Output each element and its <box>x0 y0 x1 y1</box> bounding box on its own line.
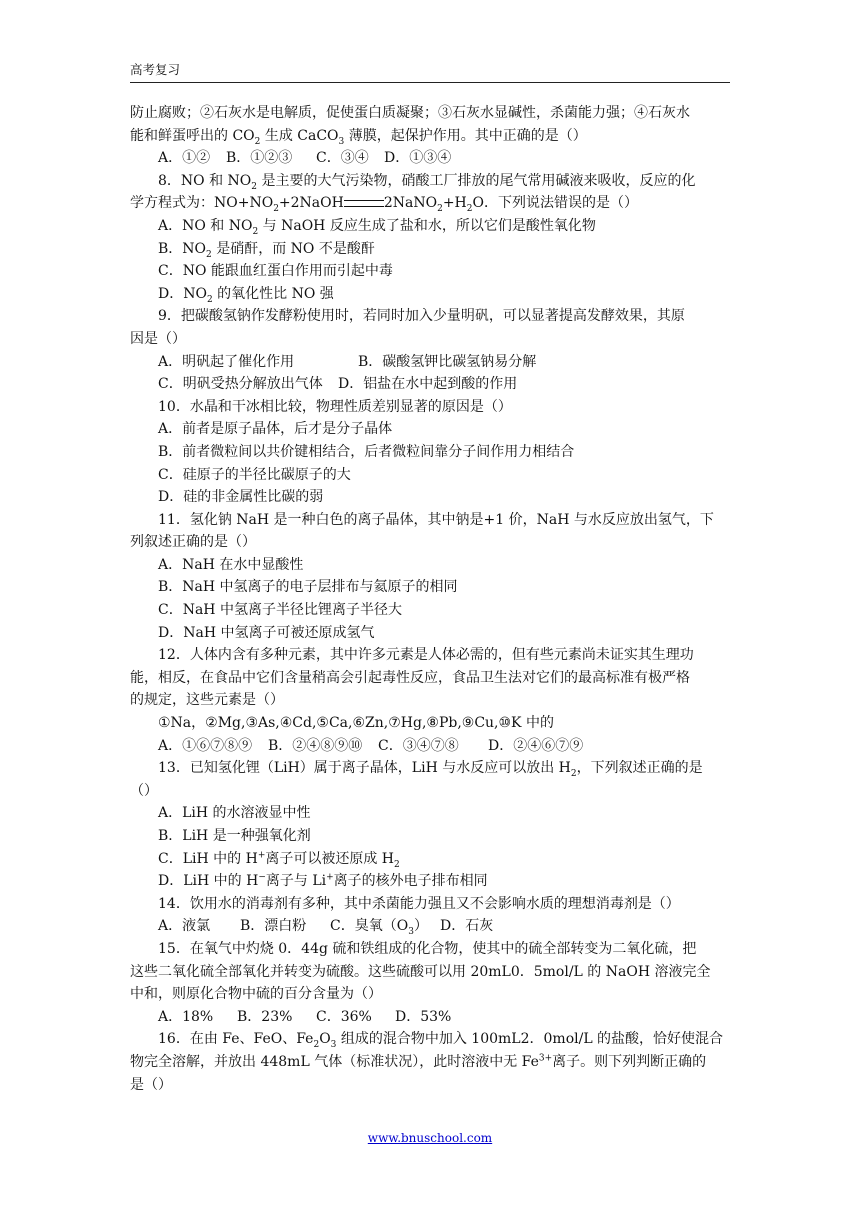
option: A．18% <box>158 1008 214 1025</box>
option: A．NO 和 $NO_2$ 与 NaOH 反应生成了盐和水，所以它们是酸性氧化物 <box>158 217 596 237</box>
text-line: 能，相反，在食品中它们含量稍高会引起毒性反应，食品卫生法对它们的最高标准有极严格 <box>130 669 690 686</box>
option: A．①⑥⑦⑧⑨ <box>158 737 253 754</box>
option: D．NaH 中氢离子可被还原成氢气 <box>158 624 375 641</box>
option: C．明矾受热分解放出气体 <box>158 376 323 393</box>
question-8: 8．NO 和 $NO_2$ 是主要的大气污染物，硝酸工厂排放的尾气常用碱液来吸收，反应的化 <box>158 172 696 192</box>
option: C．36% <box>316 1008 372 1025</box>
option: B．碳酸氢钾比碳氢钠易分解 <box>358 353 537 370</box>
option: D．②④⑥⑦⑨ <box>488 737 584 754</box>
option: D．53% <box>395 1008 452 1025</box>
question-15: 15．在氧气中灼烧 0．44g 硫和铁组成的化合物，使其中的硫全部转变为二氧化硫，把 <box>158 940 697 957</box>
option: A．①② <box>158 150 211 167</box>
q14-options <box>130 915 730 938</box>
option: C．臭氧$(O_3)$ <box>330 918 428 938</box>
option: C．③④⑦⑧ <box>378 737 459 754</box>
option: D．LiH 中的 H−离子与 Li+离子的核外电子排布相同 <box>158 872 488 890</box>
text-line: （） <box>130 782 158 799</box>
text-line: 这些二氧化硫全部氧化并转变为硫酸。这些硫酸可以用 20mL0．5mol/L 的 NaOH 溶液完全 <box>130 963 711 980</box>
option: A．明矾起了催化作用 <box>158 353 295 370</box>
option: B．前者微粒间以共价键相结合，后者微粒间靠分子间作用力相结合 <box>158 443 575 460</box>
text-line: 能和鲜蛋呼出的 $CO_2$ 生成 CaCO$_3$ 薄膜，起保护作用。其中正确的是（） <box>130 127 587 147</box>
option: A．NaH 在水中显酸性 <box>158 556 304 573</box>
option: C．硅原子的半径比碳原子的大 <box>158 466 351 483</box>
option: B．23% <box>237 1008 293 1025</box>
question-9: 9．把碳酸氢钠作发酵粉使用时，若同时加入少量明矾，可以显著提高发酵效果，其原 <box>158 308 685 325</box>
question-16: 16．在由 Fe、FeO、$Fe_2O_3$ 组成的混合物中加入 100mL2．0mol/L 的盐酸，恰好使混合 <box>158 1031 724 1051</box>
option: C．③④ <box>316 150 369 167</box>
element-list: ①Na，②Mg,③As,④Cd,⑤Ca,⑥Zn,⑦Hg,⑧Pb,⑨Cu,⑩K 中的 <box>158 715 554 732</box>
header-title: 高考复习 <box>130 62 181 77</box>
q12-options <box>130 735 730 758</box>
option: C．LiH 中的 H+离子可以被还原成 $H_2$ <box>158 849 400 870</box>
option: C．NaH 中氢离子半径比锂离子半径大 <box>158 602 402 619</box>
q15-options <box>130 1006 730 1029</box>
option: D．硅的非金属性比碳的弱 <box>158 489 324 506</box>
option: C．NO 能跟血红蛋白作用而引起中毒 <box>158 263 393 280</box>
page-header <box>130 62 730 83</box>
q9-options <box>130 373 730 396</box>
option: B．$NO_2$ 是硝酐，而 NO 不是酸酐 <box>158 240 375 260</box>
text-line: 中和，则原化合物中硫的百分含量为（） <box>130 986 382 1003</box>
option: D．石灰 <box>440 918 494 935</box>
option: B．漂白粉 <box>240 918 307 935</box>
text-line: 的规定，这些元素是（） <box>130 692 284 709</box>
option: D．①③④ <box>384 150 452 167</box>
footer-link[interactable]: www.bnuschool.com <box>367 1131 493 1145</box>
text-line: 因是（） <box>130 330 186 347</box>
question-13: 13．已知氢化锂（LiH）属于离子晶体，LiH 与水反应可以放出 $H_2$，下列叙述正确的是 <box>158 760 703 780</box>
option: A．前者是原子晶体，后才是分子晶体 <box>158 421 393 438</box>
text-line: 是（） <box>130 1076 172 1093</box>
option: A．液氯 <box>158 918 211 935</box>
option: A．LiH 的水溶液显中性 <box>158 805 311 822</box>
question-12: 12．人体内含有多种元素，其中许多元素是人体必需的，但有些元素尚未证实其生理功 <box>158 647 694 664</box>
option: D．$NO_2$ 的氧化性比 NO 强 <box>158 285 334 305</box>
question-10: 10．水晶和干冰相比较，物理性质差别显著的原因是（） <box>158 398 512 415</box>
q7-options <box>130 147 730 170</box>
page-footer <box>0 1131 860 1145</box>
q9-options <box>130 351 730 374</box>
text-line: 物完全溶解，并放出 448mL 气体（标准状况），此时溶液中无 $Fe^{3+}$离子。则下列判断正确的 <box>130 1053 707 1070</box>
option: B．①②③ <box>226 150 293 167</box>
option: B．LiH 是一种强氧化剂 <box>158 828 311 844</box>
question-11: 11．氢化钠 NaH 是一种白色的离子晶体，其中钠是+1 价，NaH 与水反应放出氢气，下 <box>158 511 714 528</box>
equals-sign-icon <box>344 200 384 207</box>
option: B．NaH 中氢离子的电子层排布与氦原子的相同 <box>158 579 458 596</box>
question-14: 14．饮用水的消毒剂有多种，其中杀菌能力强且又不会影响水质的理想消毒剂是（） <box>158 895 680 912</box>
text-line: 列叙述正确的是（） <box>130 534 256 551</box>
text-line: 防止腐败；②石灰水是电解质，促使蛋白质凝聚；③石灰水显碱性，杀菌能力强；④石灰水 <box>130 105 690 121</box>
option: D．铝盐在水中起到酸的作用 <box>338 376 518 393</box>
document-body <box>130 102 730 1096</box>
option: B．②④⑧⑨⑩ <box>268 737 363 754</box>
text-line: 学方程式为：$NO+NO_2+2NaOH$ $2NaNO_2+H_2O$．下列说法错误的是（） <box>130 195 638 215</box>
